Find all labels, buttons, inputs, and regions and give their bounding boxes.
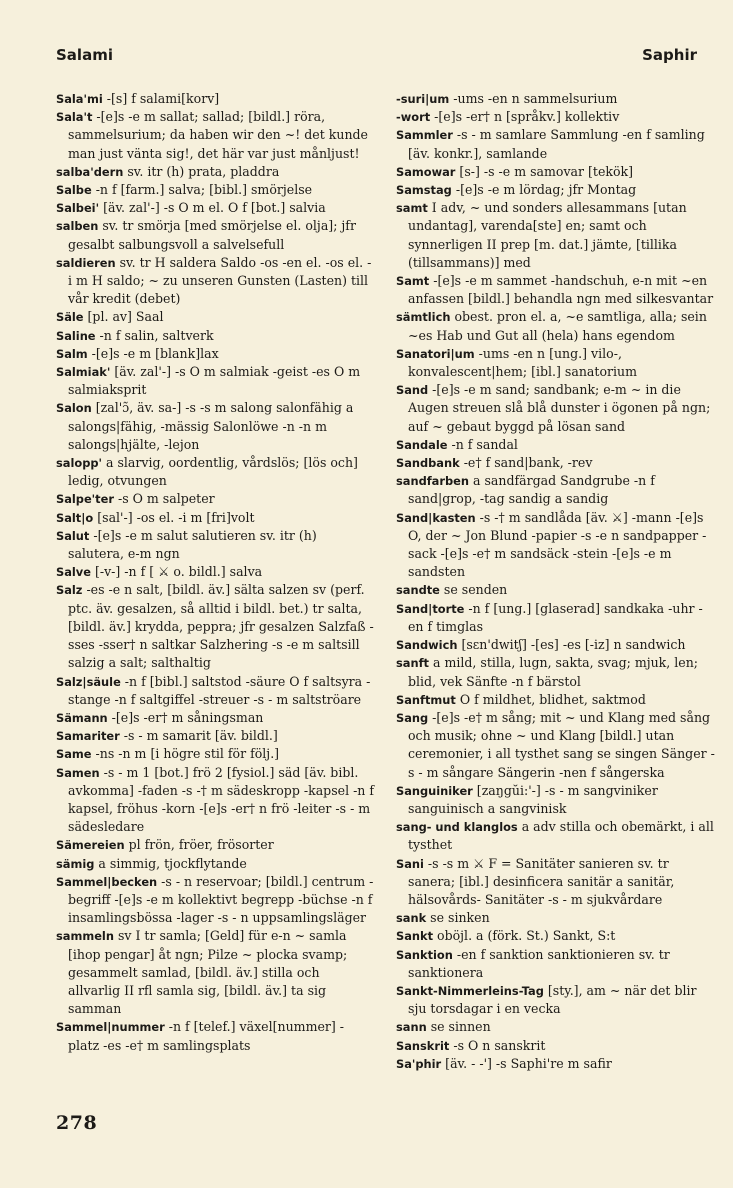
- dictionary-entry: [396, 272, 715, 308]
- definition: -[e]s -e m [blank]lax: [91, 345, 219, 361]
- dictionary-entry: [56, 108, 375, 163]
- dictionary-entry: [396, 927, 715, 945]
- dictionary-entry: [56, 254, 375, 309]
- dictionary-entry: [56, 727, 375, 745]
- dictionary-entry: [56, 199, 375, 217]
- dictionary-entry: [56, 1018, 375, 1054]
- dictionary-entry: [396, 108, 715, 126]
- dictionary-entry: [396, 691, 715, 709]
- definition: oböjl. a (förk. St.) Sankt, S:t: [437, 928, 616, 944]
- dictionary-entry: [396, 909, 715, 927]
- dictionary-entry: [56, 163, 375, 181]
- headword: Sämann: [56, 710, 108, 725]
- definition: -s - m samarit [äv. bildl.]: [123, 728, 278, 744]
- definition: [zaŋgŭi:'-] -s - m sangviniker sanguinisch a sangvinisk: [408, 782, 658, 816]
- definition: -[e]s -e† m sång; mit ~ und Klang med sång och musik; ohne ~ und Klang [bildl.] utan ceremonier, i all tysthet sang se singen Sänger -s - m sångare Sängerin -nen f sångerska: [408, 709, 715, 780]
- dictionary-entry: [396, 581, 715, 599]
- definition: -s - n reservoar; [bildl.] centrum -begriff -[e]s -e m kollektivt begrepp -büchse -n f insamlingsbössa -lager -s - n uppsamlingsläger: [68, 873, 374, 926]
- definition: -s - m 1 [bot.] frö 2 [fysiol.] säd [äv. bibl. avkomma] -faden -s -† m sädeskropp -kapsel -n f kapsel, fröhus -korn -[e]s -er† n frö -leiter -s - m sädesledare: [68, 764, 375, 835]
- definition: I adv, ~ und sonders allesammans [utan undantag], varenda[ste] en; samt och synnerligen II prep [m. dat.] jämte, [tillika (tillsammans)] med: [408, 200, 687, 270]
- headword: sämtlich: [396, 310, 451, 325]
- headword: Sankt: [396, 929, 434, 944]
- headword: Sala't: [56, 110, 93, 125]
- dictionary-entry: [56, 764, 375, 837]
- dictionary-entry: [396, 345, 715, 381]
- headword: Salbe: [56, 183, 92, 198]
- headword: Salbei': [56, 201, 100, 216]
- definition: -ns -n m [i högre stil för följ.]: [95, 746, 280, 762]
- headword: Samt: [396, 274, 430, 289]
- definition: -en f sanktion sanktionieren sv. tr sanktionera: [408, 946, 670, 980]
- left-column: [56, 90, 375, 1055]
- definition: -n f [ung.] [glaserad] sandkaka -uhr -en f timglas: [408, 600, 703, 634]
- definition: -n f [farm.] salva; [bibl.] smörjelse: [95, 182, 313, 198]
- headword: -suri|um: [396, 92, 450, 106]
- dictionary-entry: [396, 454, 715, 472]
- headword: Sand: [396, 383, 429, 398]
- dictionary-entry: [56, 673, 375, 709]
- running-head-right: Saphir: [642, 46, 697, 64]
- definition: sv. itr (h) prata, pladdra: [127, 163, 280, 179]
- definition: sv. tr smörja [med smörjelse el. olja]; jfr gesalbt salbungsvoll a salvelsefull: [68, 218, 356, 252]
- definition: -[e]s -e m salut salutieren sv. itr (h) salutera, e-m ngn: [68, 527, 317, 562]
- definition: [pl. av] Saal: [87, 309, 164, 325]
- definition: -ums -en n [ung.] vilo-, konvalescent|hem; [ibl.] sanatorium: [408, 345, 637, 380]
- dictionary-entry: [396, 636, 715, 654]
- headword: sang- und klanglos: [396, 820, 518, 835]
- definition: -e† f sand|bank, -rev: [463, 455, 593, 471]
- headword: sandfarben: [396, 474, 469, 489]
- dictionary-entry: [396, 654, 715, 690]
- definition: -[e]s -e m sallat; sallad; [bildl.] röra, sammelsurium; da haben wir den ~! det kunde man just vänta sig!, det här var just månljust!: [68, 109, 368, 161]
- dictionary-entry: [56, 581, 375, 672]
- definition: -n f sandal: [451, 436, 518, 452]
- definition: [sal'-] -os el. -i m [fri]volt: [97, 509, 255, 525]
- dictionary-entry: [56, 181, 375, 199]
- definition: [s-] -s -e m samovar [tekök]: [459, 163, 634, 179]
- headword: Sanskrit: [396, 1038, 450, 1053]
- definition: -n f [telef.] växel[nummer] -platz -es -e† m samlingsplats: [68, 1019, 345, 1053]
- page-number: 278: [56, 1112, 98, 1134]
- definition: pl frön, fröer, frösorter: [128, 837, 274, 853]
- headword: Sammel|nummer: [56, 1020, 165, 1035]
- headword: Sandbank: [396, 456, 460, 471]
- headword: Sandwich: [396, 638, 458, 653]
- dictionary-entry: [56, 363, 375, 399]
- running-head-left: Salami: [56, 46, 113, 64]
- definition: sv. tr H saldera Saldo -os -en el. -os el. -i m H saldo; ~ zu unseren Gunsten (Lasten) till vår kredit (debet): [68, 254, 372, 307]
- dictionary-entry: [56, 490, 375, 508]
- dictionary-entry: [396, 509, 715, 582]
- definition: -n f [bibl.] saltstod -säure O f saltsyra -stange -n f saltgiffel -streuer -s - m saltströare: [68, 673, 371, 707]
- headword: Sanktion: [396, 947, 453, 962]
- dictionary-entry: [56, 873, 375, 928]
- definition: obest. pron el. a, ~e samtliga, alla; sein ~es Hab und Gut all (hela) hans egendom: [408, 309, 707, 343]
- dictionary-entry: [396, 163, 715, 181]
- dictionary-entry: [396, 818, 715, 854]
- definition: -s -s m ⚔ F = Sanitäter sanieren sv. tr sanera; [ibl.] desinficera sanitär a sanitär, hälsovårds- Sanitäter -s - m sjukvårdare: [408, 855, 675, 907]
- dictionary-entry: [396, 782, 715, 818]
- headword: Sa'phir: [396, 1056, 442, 1071]
- dictionary-entry: [396, 855, 715, 910]
- headword: Sanftmut: [396, 692, 456, 707]
- dictionary-entry: [396, 1018, 715, 1036]
- definition: [äv. zal'-] -s O m salmiak -geist -es O m salmiaksprit: [68, 364, 361, 398]
- dictionary-entry: [396, 126, 715, 162]
- dictionary-entry: [56, 454, 375, 490]
- dictionary-entry: [56, 527, 375, 563]
- dictionary-entry: [396, 90, 715, 108]
- headword: Sala'mi: [56, 92, 103, 106]
- definition: -n f salin, saltverk: [99, 327, 214, 343]
- dictionary-entry: [56, 90, 375, 108]
- definition: -[s] f salami[korv]: [106, 91, 220, 106]
- dictionary-entry: [56, 217, 375, 253]
- headword: sann: [396, 1020, 427, 1035]
- headword: Sammel|becken: [56, 874, 158, 889]
- definition: -s -† m sandlåda [äv. ⚔] -mann -[e]s O, der ~ Jon Blund -papier -s -e n sandpapper -sack -[e]s -e† m sandsäck -stein -[e]s -e m sandsten: [408, 509, 707, 580]
- dictionary-entry: [56, 745, 375, 763]
- headword: -wort: [396, 110, 431, 125]
- headword: Salt|o: [56, 510, 94, 525]
- definition: se sinnen: [430, 1019, 491, 1035]
- definition: O f mildhet, blidhet, saktmod: [459, 691, 646, 707]
- dictionary-entry: [396, 199, 715, 272]
- headword: Sämereien: [56, 838, 125, 853]
- dictionary-entry: [56, 709, 375, 727]
- dictionary-entry: [396, 308, 715, 344]
- dictionary-entry: [56, 836, 375, 854]
- dictionary-entry: [396, 1055, 715, 1073]
- definition: -s O m salpeter: [117, 491, 215, 507]
- headword: Samen: [56, 765, 100, 780]
- definition: -[e]s -e m lördag; jfr Montag: [455, 182, 637, 198]
- definition: [zal'ɔ̃, äv. sa-] -s -s m salong salonfähig a salongs|fähig, -mässig Salonlöwe -n -n m salongs|hjälte, -lejon: [68, 400, 354, 452]
- headword: Sand|torte: [396, 601, 465, 616]
- definition: -[e]s -e m sammet -handschuh, e-n mit ~en anfassen [bildl.] behandla ngn med silkesvantar: [408, 273, 714, 307]
- headword: Salmiak': [56, 365, 111, 380]
- headword: Sanatori|um: [396, 346, 475, 361]
- dictionary-entry: [56, 345, 375, 363]
- headword: saldieren: [56, 255, 116, 270]
- definition: -s O n sanskrit: [453, 1037, 546, 1053]
- dictionary-entry: [56, 327, 375, 345]
- headword: Samstag: [396, 183, 452, 198]
- dictionary-entry: [396, 709, 715, 782]
- headword: Salon: [56, 401, 92, 416]
- definition: a slarvig, oordentlig, vårdslös; [lös och] ledig, otvungen: [68, 455, 358, 489]
- dictionary-entry: [396, 181, 715, 199]
- headword: Samowar: [396, 164, 456, 179]
- dictionary-entry: [396, 1037, 715, 1055]
- definition: [-v-] -n f [ ⚔ o. bildl.] salva: [94, 564, 263, 580]
- dictionary-entry: [396, 982, 715, 1018]
- dictionary-entry: [56, 855, 375, 873]
- headword: Salz|säule: [56, 674, 121, 689]
- headword: salopp': [56, 456, 102, 471]
- definition: se sinken: [430, 910, 490, 926]
- headword: sammeln: [56, 929, 114, 944]
- dictionary-entry: [396, 436, 715, 454]
- headword: Sani: [396, 856, 424, 871]
- headword: Salpe'ter: [56, 492, 114, 507]
- headword: salben: [56, 219, 99, 234]
- definition: [äv. - -'] -s Saphi're m safir: [445, 1055, 612, 1071]
- definition: -es -e n salt, [bildl. äv.] sälta salzen sv (perf. ptc. äv. gesalzen, så alltid i bildl. bet.) tr salta, [bildl. äv.] krydda, peppra; jfr gesalzen Salzfaß -sses -sser† n saltkar Salzhering -s -e m saltsill salzig a salt; salthaltig: [68, 582, 374, 671]
- definition: -[e]s -er† n [språkv.] kollektiv: [434, 109, 620, 125]
- right-column: [396, 90, 715, 1073]
- dictionary-entry: [396, 946, 715, 982]
- definition: a mild, stilla, lugn, sakta, svag; mjuk, len; blid, vek Sänfte -n f bärstol: [408, 655, 699, 689]
- headword: Säle: [56, 310, 84, 325]
- headword: sanft: [396, 656, 429, 671]
- headword: Same: [56, 747, 92, 762]
- headword: sank: [396, 911, 427, 926]
- definition: -ums -en n sammelsurium: [453, 91, 618, 106]
- definition: a simmig, tjockflytande: [98, 855, 247, 871]
- dictionary-entry: [56, 308, 375, 326]
- definition: se senden: [443, 582, 508, 598]
- dictionary-entry: [396, 381, 715, 436]
- definition: [sty.], am ~ när det blir sju torsdagar i en vecka: [408, 982, 697, 1017]
- headword: Samariter: [56, 729, 120, 744]
- headword: Sandale: [396, 437, 448, 452]
- headword: salba'dern: [56, 164, 124, 179]
- definition: a sandfärgad Sandgrube -n f sand|grop, -tag sandig a sandig: [408, 473, 655, 507]
- definition: -s - m samlare Sammlung -en f samling [äv. konkr.], samlande: [408, 127, 705, 161]
- headword: Salve: [56, 565, 91, 580]
- headword: samt: [396, 201, 428, 216]
- definition: sv I tr samla; [Geld] für e-n ~ samla [ihop pengar] åt ngn; Pilze ~ plocka svamp; gesammelt samlad, [bildl. äv.] stilla och allvarlig II rfl samla sig, [bildl. äv.] ta sig samman: [68, 928, 348, 1017]
- headword: Salm: [56, 346, 88, 361]
- headword: Saline: [56, 328, 96, 343]
- dictionary-entry: [396, 600, 715, 636]
- dictionary-entry: [56, 509, 375, 527]
- dictionary-entry: [396, 472, 715, 508]
- definition: -[e]s -e m sand; sandbank; e-m ~ in die Augen streuen slå blå dunster i ögonen på ngn; auf ~ gebaut byggd på lösan sand: [408, 382, 711, 434]
- dictionary-entry: [56, 399, 375, 454]
- headword: Sanguiniker: [396, 783, 473, 798]
- headword: Salut: [56, 528, 90, 543]
- headword: Sang: [396, 710, 429, 725]
- headword: Sand|kasten: [396, 510, 476, 525]
- headword: sämig: [56, 856, 95, 871]
- definition: -[e]s -er† m såningsman: [111, 709, 264, 725]
- headword: sandte: [396, 583, 440, 598]
- headword: Salz: [56, 583, 83, 598]
- dictionary-entry: [56, 927, 375, 1018]
- definition: [äv. zal'-] -s O m el. O f [bot.] salvia: [103, 200, 326, 216]
- definition: a adv stilla och obemärkt, i all tysthet: [408, 819, 714, 853]
- headword: Sankt-Nimmerleins-Tag: [396, 983, 544, 998]
- dictionary-entry: [56, 563, 375, 581]
- definition: [sɛn'dwitʃ] -[es] -es [-iz] n sandwich: [461, 637, 686, 653]
- headword: Sammler: [396, 128, 453, 143]
